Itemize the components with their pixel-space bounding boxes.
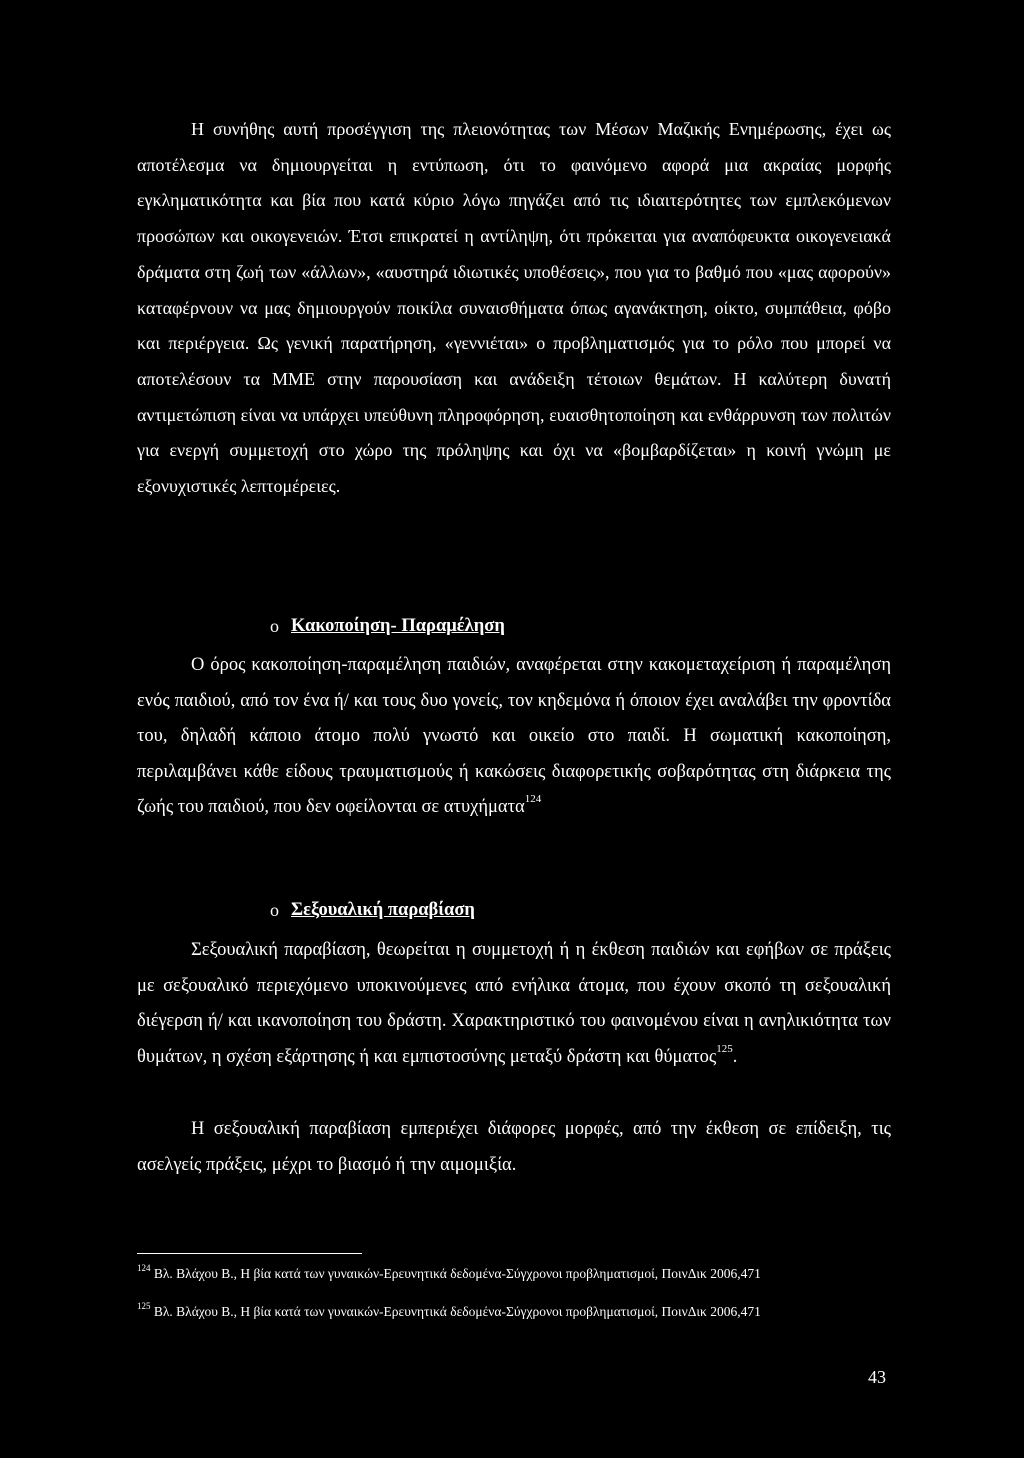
section-heading-sexual: [270, 900, 475, 921]
section-title: Σεξουαλική παραβίαση: [291, 900, 475, 920]
sexual-paragraph: [137, 933, 891, 1075]
footnote-number: 124: [137, 1262, 151, 1273]
footnote-text: Βλ. Βλάχου Β., Η βία κατά των γυναικών-Ερευνητικά δεδομένα-Σύγχρονοι προβληματισμοί, ΠοινΔικ 2006,471: [153, 1304, 761, 1319]
section-title: Κακοποίηση- Παραμέληση: [291, 616, 505, 636]
bullet-marker: o: [270, 616, 279, 636]
footnote-divider: [137, 1253, 362, 1254]
sexual-text: Σεξουαλική παραβίαση, θεωρείται η συμμετοχή ή η έκθεση παιδιών και εφήβων σε πράξεις με σεξουαλικό περιεχόμενο υποκινούμενες από ενήλικα άτομα, που έχουν σκοπό τη σεξουαλική διέγερση ή/ και ικανοποίηση του δράστη. Χαρακτηριστικό του φαινομένου είναι η ανηλικιότητα των θυμάτων, η σχέση εξάρτησης ή και εμπιστοσύνης μεταξύ δράστη και θύματος: [137, 940, 891, 1067]
bullet-marker: o: [270, 900, 279, 920]
intro-paragraph: Η συνήθης αυτή προσέγγιση της πλειονότητας των Μέσων Μαζικής Ενημέρωσης, έχει ως αποτέλεσμα να δημιουργείται η εντύπωση, ότι το φαινόμενο αφορά μια ακραίας μορφής εγκληματικότητα και βία που κατά κύριο λόγω πηγάζει από τις ιδιαιτερότητες των εμπλεκόμενων προσώπων και οικογενειών. Έτσι επικρατεί η αντίληψη, ότι πρόκειται για αναπόφευκτα οικογενειακά δράματα στη ζωή των «άλλων», «αυστηρά ιδιωτικές υποθέσεις», που για το βαθμό που «μας αφορούν» καταφέρνουν να μας δημιουργούν ποικίλα συναισθήματα όπως αγανάκτηση, οίκτο, συμπάθεια, φόβο και περιέργεια. Ως γενική παρατήρηση, «γεννιέται» ο προβληματισμός για το ρόλο που μπορεί να αποτελέσουν τα ΜΜΕ στην παρουσίαση και ανάδειξη τέτοιων θεμάτων. Η καλύτερη δυνατή αντιμετώπιση είναι να υπάρχει υπεύθυνη πληροφόρηση, ευαισθητοποίηση και ενθάρρυνση των πολιτών για ενεργή συμμετοχή στο χώρο της πρόληψης και όχι να «βομβαρδίζεται» η κοινή γνώμη με εξονυχιστικές λεπτομέρειες.: [137, 119, 891, 497]
footnote: [137, 1302, 907, 1321]
footnote-number: 125: [137, 1300, 151, 1311]
abuse-paragraph: [137, 648, 891, 826]
sexual-forms-paragraph: Η σεξουαλική παραβίαση εμπεριέχει διάφορες μορφές, από την έκθεση σε επίδειξη, τις ασελγείς πράξεις, μέχρι το βιασμό ή την αιμομιξία.: [137, 1119, 891, 1175]
footnote-text: Βλ. Βλάχου Β., Η βία κατά των γυναικών-Ερευνητικά δεδομένα-Σύγχρονοι προβληματισμοί, ΠοινΔικ 2006,471: [153, 1266, 761, 1281]
page-number: 43: [868, 1367, 886, 1387]
sentence-end: .: [732, 1046, 738, 1067]
footnote-ref[interactable]: 124: [524, 793, 542, 806]
section-heading-abuse: [270, 616, 505, 637]
footnote-ref[interactable]: 125: [716, 1042, 733, 1055]
abuse-text: Ο όρος κακοποίηση-παραμέληση παιδιών, αναφέρεται στην κακομεταχείριση ή παραμέληση ενός παιδιού, από τον ένα ή/ και τους δυο γονείς, τον κηδεμόνα ή όποιον έχει αναλάβει την φροντίδα του, δηλαδή κάποιο άτομο πολύ γνωστό και οικείο στο παιδί. Η σωματική κακοποίηση, περιλαμβάνει κάθε είδους τραυματισμούς ή κακώσεις διαφορετικής σοβαρότητας στη διάρκεια της ζωής του παιδιού, που δεν οφείλονται σε ατυχήματα: [137, 655, 891, 818]
footnote: [137, 1264, 907, 1283]
